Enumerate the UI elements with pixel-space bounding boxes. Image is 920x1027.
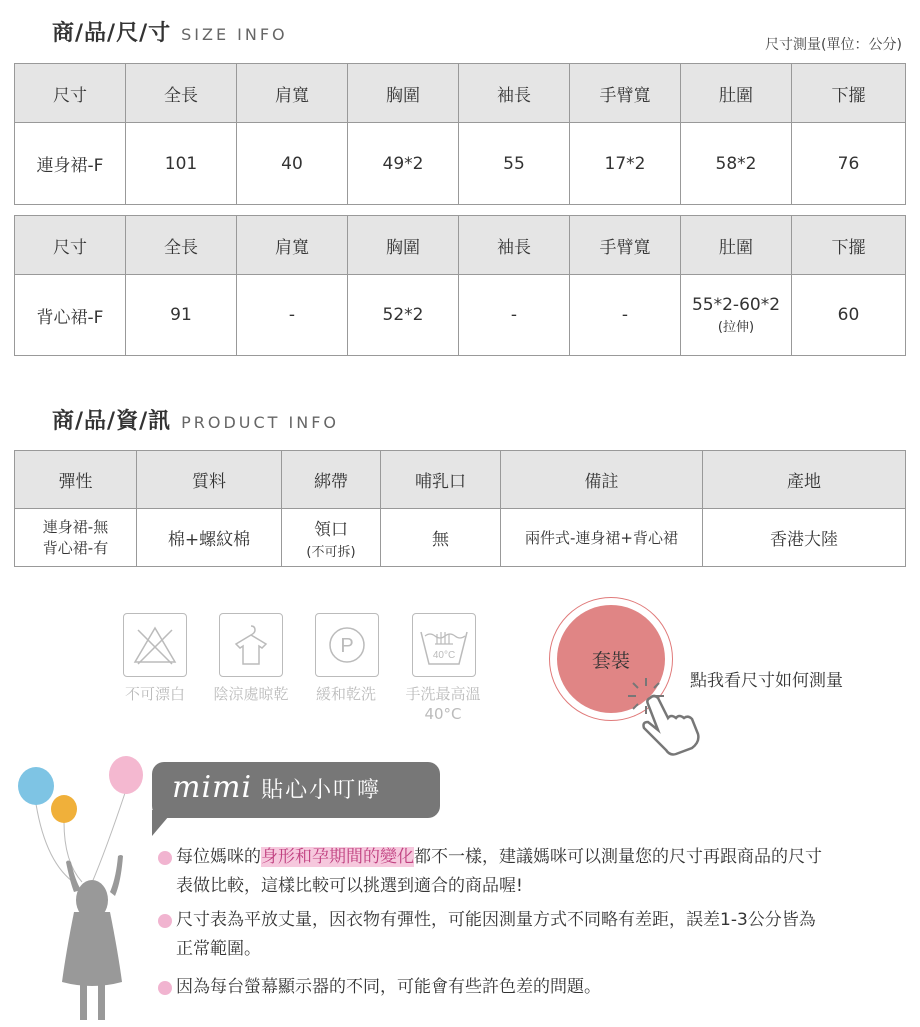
cell-shoulder: - bbox=[237, 275, 348, 356]
cell-shoulder: 40 bbox=[237, 123, 348, 205]
care-label-hand-wash bbox=[398, 684, 488, 724]
cell-belly: 58*2 bbox=[681, 123, 792, 205]
note-2 bbox=[176, 906, 896, 964]
header-belly: 肚圍 bbox=[681, 216, 792, 275]
product-section-title bbox=[52, 404, 339, 435]
click-hand-icon bbox=[622, 672, 704, 756]
cell-origin: 香港大陸 bbox=[703, 509, 906, 567]
hand-wash-temp: 40°C bbox=[424, 705, 462, 723]
header-sleeve: 袖長 bbox=[459, 64, 570, 123]
header-chest: 胸圍 bbox=[348, 64, 459, 123]
cell-size: 背心裙-F bbox=[15, 275, 126, 356]
header-hem: 下擺 bbox=[792, 64, 906, 123]
bullet-dot bbox=[158, 851, 172, 865]
cell-belly bbox=[681, 275, 792, 356]
size-title-en: SIZE INFO bbox=[181, 25, 288, 44]
care-label-dry-clean: 緩和乾洗 bbox=[315, 685, 376, 703]
product-title-en: PRODUCT INFO bbox=[181, 413, 340, 432]
note-1-post: 都不一樣，建議媽咪可以測量您的尺寸再跟商品的尺寸 bbox=[414, 847, 822, 867]
cell-arm-width: - bbox=[570, 275, 681, 356]
note-1-highlight: 身形和孕期間的變化 bbox=[261, 847, 414, 867]
unit-note: 尺寸測量(單位：公分) bbox=[765, 37, 902, 53]
elasticity-dress: 連身裙-無 bbox=[42, 517, 109, 536]
product-title-zh: 商/品/資/訊 bbox=[52, 409, 172, 434]
wash-temp-text: 40°C bbox=[432, 650, 456, 661]
elasticity-vest: 背心裙-有 bbox=[42, 538, 109, 557]
bullet-dot bbox=[158, 914, 172, 928]
tips-bubble-tail bbox=[152, 810, 174, 836]
cell-size: 連身裙-F bbox=[15, 123, 126, 205]
header-hem: 下擺 bbox=[792, 216, 906, 275]
tips-heading bbox=[172, 770, 381, 805]
cell-elasticity bbox=[15, 509, 137, 567]
hand-wash-label: 手洗最高溫 bbox=[405, 685, 481, 703]
size-title-zh: 商/品/尺/寸 bbox=[52, 21, 172, 46]
note-1 bbox=[176, 843, 896, 901]
header-material: 質料 bbox=[137, 451, 282, 509]
header-length: 全長 bbox=[126, 64, 237, 123]
belly-stretch-note: (拉伸) bbox=[717, 320, 755, 335]
note-1-pre: 每位媽咪的 bbox=[176, 847, 261, 867]
cell-remark: 兩件式-連身裙+背心裙 bbox=[501, 509, 703, 567]
tips-title: 貼心小叮嚀 bbox=[261, 778, 382, 803]
gentle-dry-clean-icon bbox=[315, 613, 379, 677]
note-2-line2: 正常範圍。 bbox=[176, 939, 261, 959]
care-label-shade-dry: 陰涼處晾乾 bbox=[213, 685, 289, 703]
care-label-no-bleach: 不可漂白 bbox=[124, 685, 185, 703]
header-size: 尺寸 bbox=[15, 64, 126, 123]
bullet-dot bbox=[158, 981, 172, 995]
header-arm-width: 手臂寬 bbox=[570, 64, 681, 123]
belly-value: 55*2-60*2 bbox=[691, 295, 781, 315]
table-row bbox=[15, 275, 906, 356]
cell-sleeve: 55 bbox=[459, 123, 570, 205]
measure-link[interactable]: 點我看尺寸如何測量 bbox=[690, 671, 843, 691]
header-shoulder: 肩寬 bbox=[237, 216, 348, 275]
product-table bbox=[14, 450, 906, 567]
header-length: 全長 bbox=[126, 216, 237, 275]
cell-length: 101 bbox=[126, 123, 237, 205]
cell-nursing: 無 bbox=[381, 509, 501, 567]
size-section-title bbox=[52, 16, 288, 47]
cell-chest: 52*2 bbox=[348, 275, 459, 356]
header-tie: 綁帶 bbox=[282, 451, 381, 509]
cell-length: 91 bbox=[126, 275, 237, 356]
pink-balloon bbox=[109, 756, 143, 794]
header-shoulder: 肩寬 bbox=[237, 64, 348, 123]
hand-wash-icon bbox=[412, 613, 476, 677]
header-origin: 產地 bbox=[703, 451, 906, 509]
size-table-dress bbox=[14, 63, 906, 205]
balloon-girl-illustration bbox=[14, 752, 154, 1027]
header-elasticity: 彈性 bbox=[15, 451, 137, 509]
note-2-line1: 尺寸表為平放丈量，因衣物有彈性，可能因測量方式不同略有差距，誤差1-3公分皆為 bbox=[176, 910, 816, 930]
note-1-line2: 表做比較，這樣比較可以挑選到適合的商品喔! bbox=[176, 876, 523, 896]
shade-dry-icon bbox=[219, 613, 283, 677]
tie-note: (不可拆) bbox=[306, 545, 356, 560]
table-row bbox=[15, 509, 906, 567]
header-chest: 胸圍 bbox=[348, 216, 459, 275]
header-remark: 備註 bbox=[501, 451, 703, 509]
size-table-vest bbox=[14, 215, 906, 356]
dry-clean-letter: P bbox=[340, 635, 354, 657]
cell-chest: 49*2 bbox=[348, 123, 459, 205]
header-arm-width: 手臂寬 bbox=[570, 216, 681, 275]
header-belly: 肚圍 bbox=[681, 64, 792, 123]
tips-brand: mimi bbox=[172, 770, 253, 805]
blue-balloon bbox=[18, 767, 54, 805]
cell-hem: 60 bbox=[792, 275, 906, 356]
note-3: 因為每台螢幕顯示器的不同，可能會有些許色差的問題。 bbox=[176, 977, 601, 997]
orange-balloon bbox=[51, 795, 77, 823]
cell-arm-width: 17*2 bbox=[570, 123, 681, 205]
header-sleeve: 袖長 bbox=[459, 216, 570, 275]
set-button-label: 套裝 bbox=[591, 649, 630, 672]
header-nursing: 哺乳口 bbox=[381, 451, 501, 509]
header-size: 尺寸 bbox=[15, 216, 126, 275]
tie-value: 領口 bbox=[314, 520, 348, 540]
table-row bbox=[15, 123, 906, 205]
cell-material: 棉+螺紋棉 bbox=[137, 509, 282, 567]
cell-tie bbox=[282, 509, 381, 567]
cell-hem: 76 bbox=[792, 123, 906, 205]
cell-sleeve: - bbox=[459, 275, 570, 356]
no-bleach-icon bbox=[123, 613, 187, 677]
